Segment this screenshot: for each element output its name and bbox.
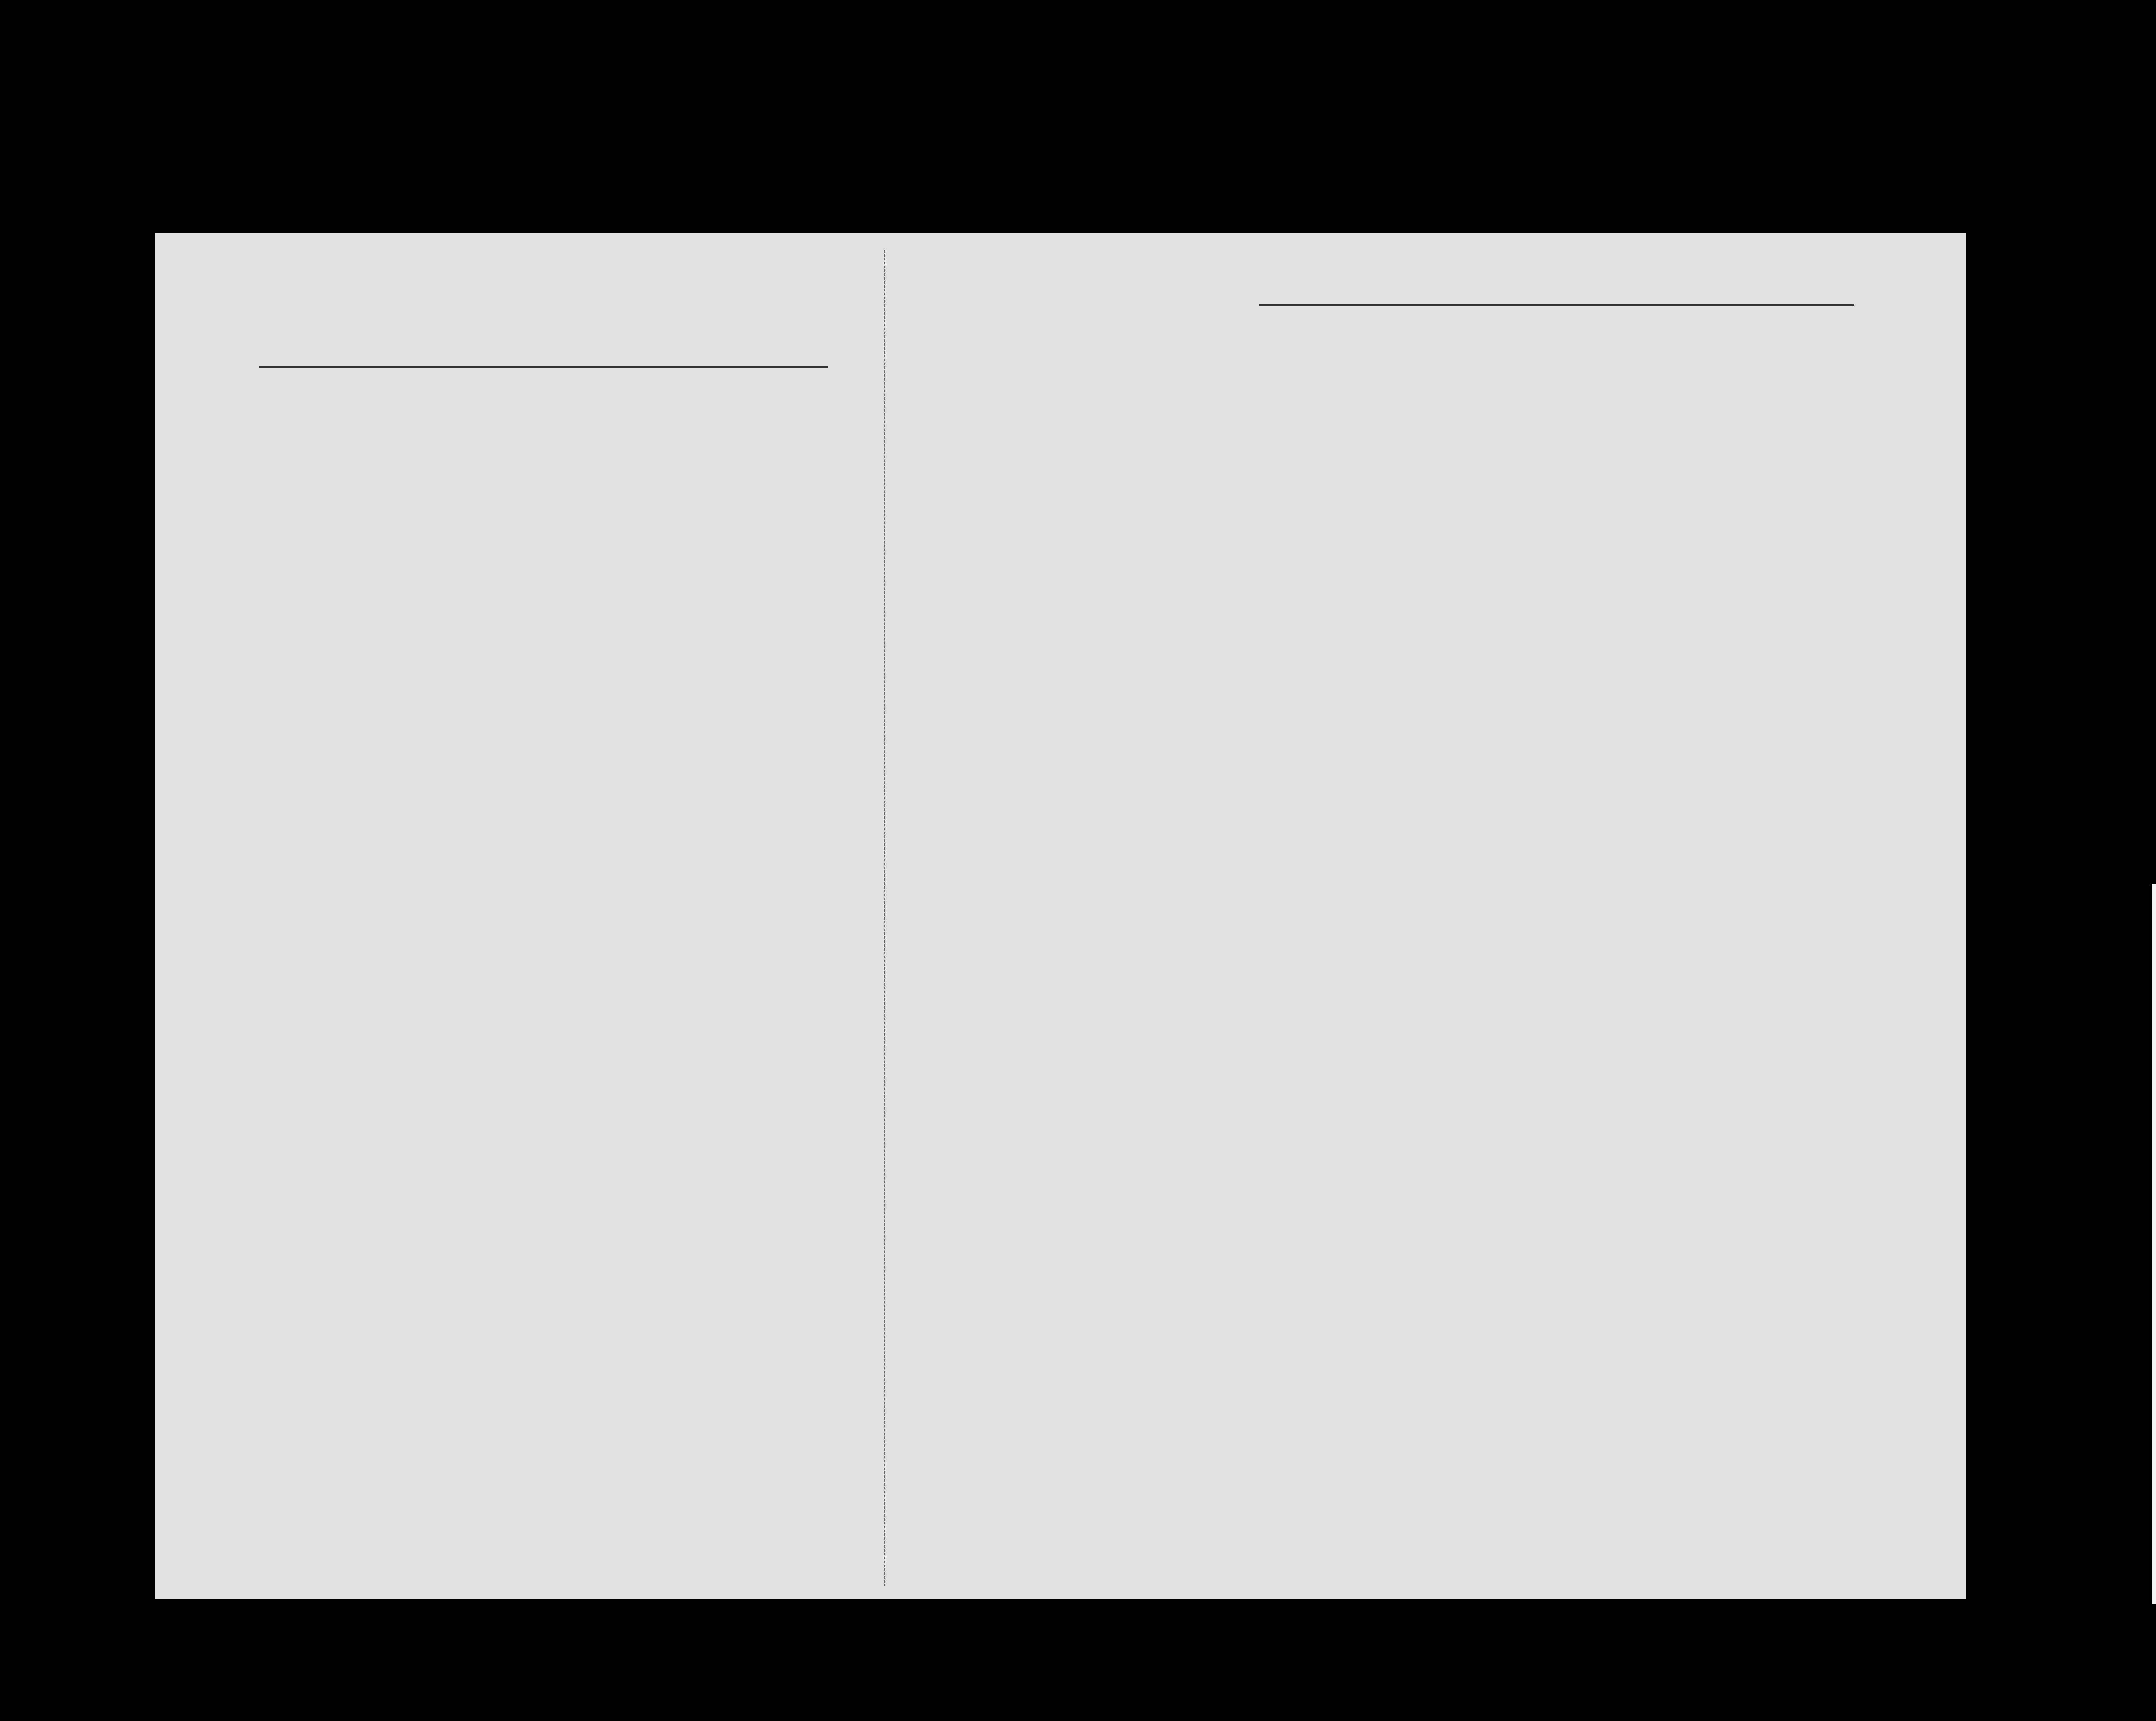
page-1-rules [155, 233, 888, 1599]
page-1 [155, 233, 888, 1599]
archive-label-left [2152, 884, 2156, 1604]
page-2 [888, 233, 1966, 1599]
field-return-form [155, 233, 1966, 1599]
page-2-rules [888, 233, 1966, 1599]
